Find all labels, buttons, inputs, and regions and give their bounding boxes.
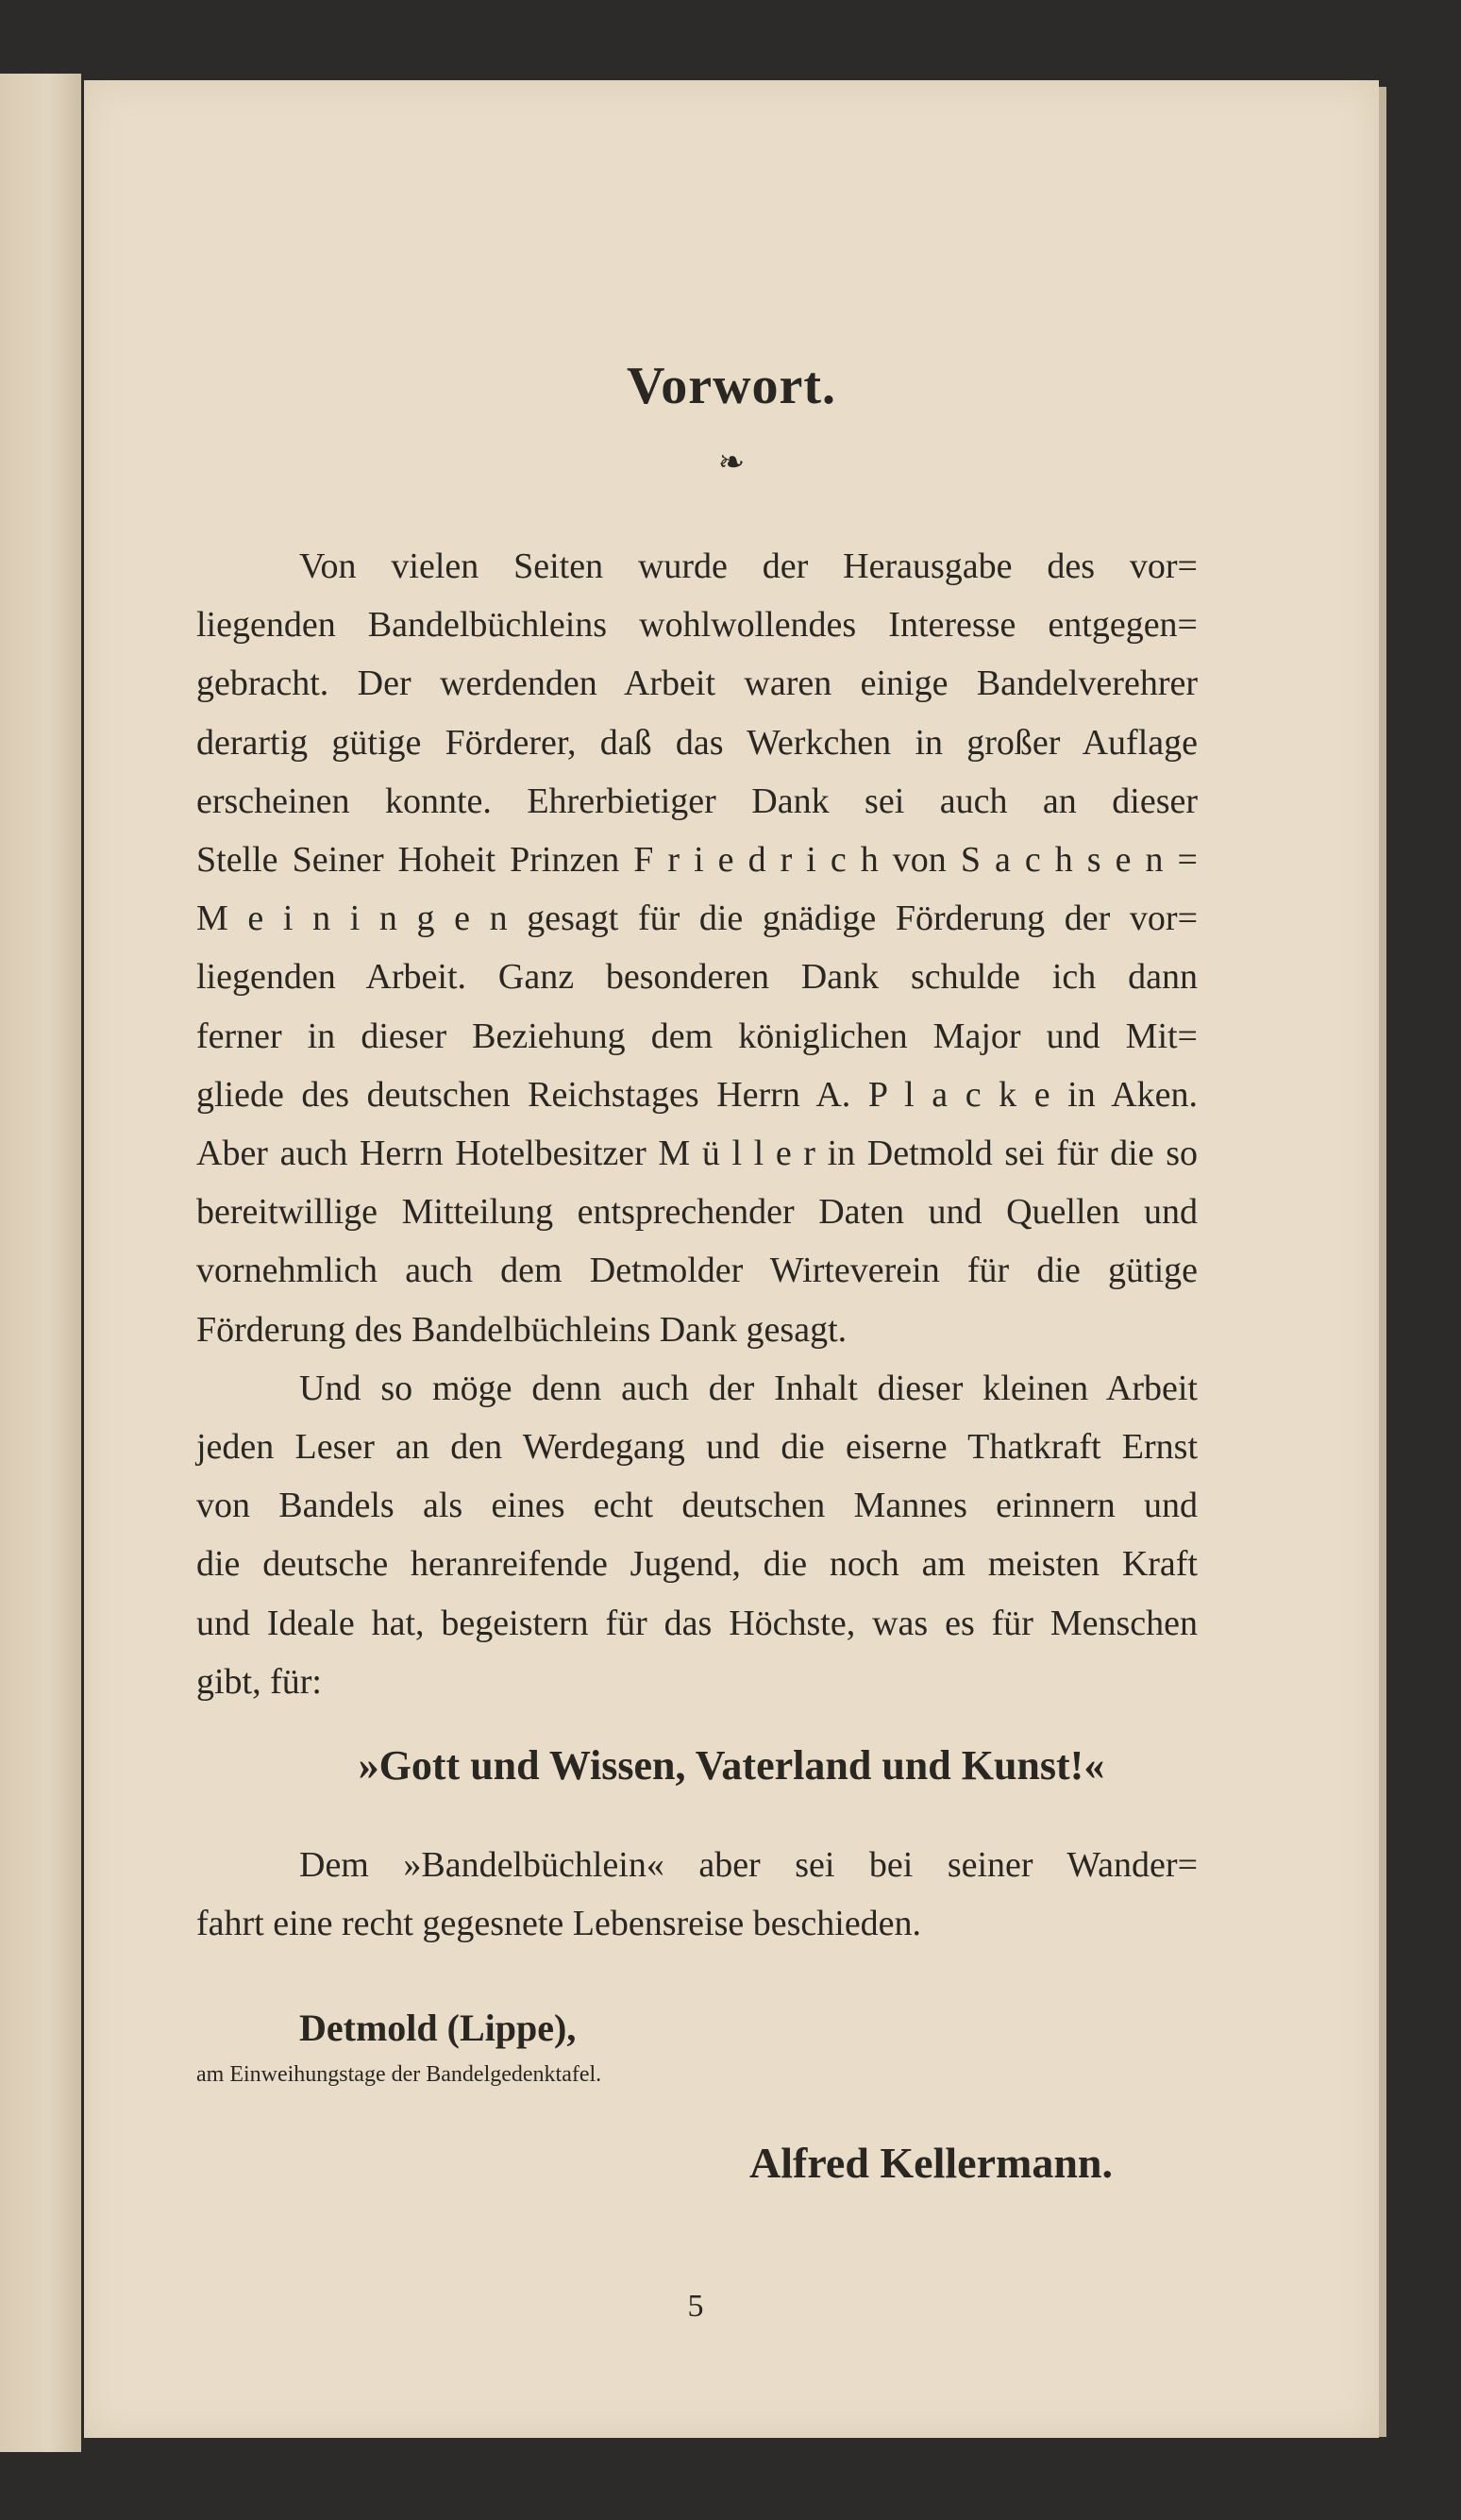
text-line: Und so möge denn auch der Inhalt dieser kleinen Arbeit [299, 1368, 1198, 1408]
page-title: Vorwort. [626, 357, 837, 415]
text-line: von Bandels als eines echt deutschen Mannes erinnern und [196, 1486, 1198, 1526]
text-line: Förderung des Bandelbüchleins Dank gesagt. [196, 1309, 848, 1350]
text-line: derartig gütige Förderer, daß das Werkchen in großer Auflage [196, 722, 1198, 763]
text-line: Aber auch Herrn Hotelbesitzer M ü l l e r in Detmold sei für die so [196, 1134, 1198, 1173]
text-line: Dem »Bandelbüchlein« aber sei bei seiner Wander= [299, 1845, 1198, 1885]
text-line: Stelle Seiner Hoheit Prinzen F r i e d r i c h von S a c h s e n = [196, 840, 1198, 880]
text-line: vornehmlich auch dem Detmolder Wirteverein für die gütige [196, 1251, 1198, 1291]
book-page [84, 80, 1379, 2438]
page-number: 5 [687, 2289, 704, 2324]
text-line: jeden Leser an den Werdegang und die eiserne Thatkraft Ernst [196, 1427, 1198, 1467]
text-line: liegenden Bandelbüchleins wohlwollendes Interesse entgegen= [196, 605, 1198, 646]
text-line: gebracht. Der werdenden Arbeit waren einige Bandelverehrer [196, 664, 1198, 704]
text-line: gliede des deutschen Reichstages Herrn A. P l a c k e in Aken. [196, 1074, 1198, 1115]
text-line: fahrt eine recht gegesnete Lebensreise beschieden. [196, 1904, 922, 1944]
author-signature: Alfred Kellermann. [749, 2139, 1113, 2187]
page-edge [1379, 87, 1386, 2437]
text-line: und Ideale hat, begeistern für das Höchste, was es für Menschen [196, 1603, 1198, 1643]
text-line: M e i n i n g e n gesagt für die gnädige Förderung der vor= [196, 899, 1198, 939]
text-line: ferner in dieser Beziehung dem königlichen Major und Mit= [196, 1016, 1198, 1056]
text-line: die deutsche heranreifende Jugend, die noch am meisten Kraft [196, 1544, 1198, 1585]
motto: »Gott und Wissen, Vaterland und Kunst!« [358, 1742, 1105, 1789]
text-line: erscheinen konnte. Ehrerbietiger Dank sei auch an dieser [196, 781, 1198, 821]
date-line: am Einweihungstage der Bandelgedenktafel. [196, 2062, 602, 2087]
text-line: Von vielen Seiten wurde der Herausgabe des vor= [299, 546, 1198, 586]
facing-page-edge [0, 74, 81, 2452]
text-line: gibt, für: [196, 1661, 322, 1702]
text-line: bereitwillige Mitteilung entsprechender Daten und Quellen und [196, 1192, 1198, 1233]
ornament-icon: ❧ [717, 445, 746, 480]
text-line: liegenden Arbeit. Ganz besonderen Dank schulde ich dann [196, 957, 1198, 998]
place: Detmold (Lippe), [299, 2007, 577, 2049]
